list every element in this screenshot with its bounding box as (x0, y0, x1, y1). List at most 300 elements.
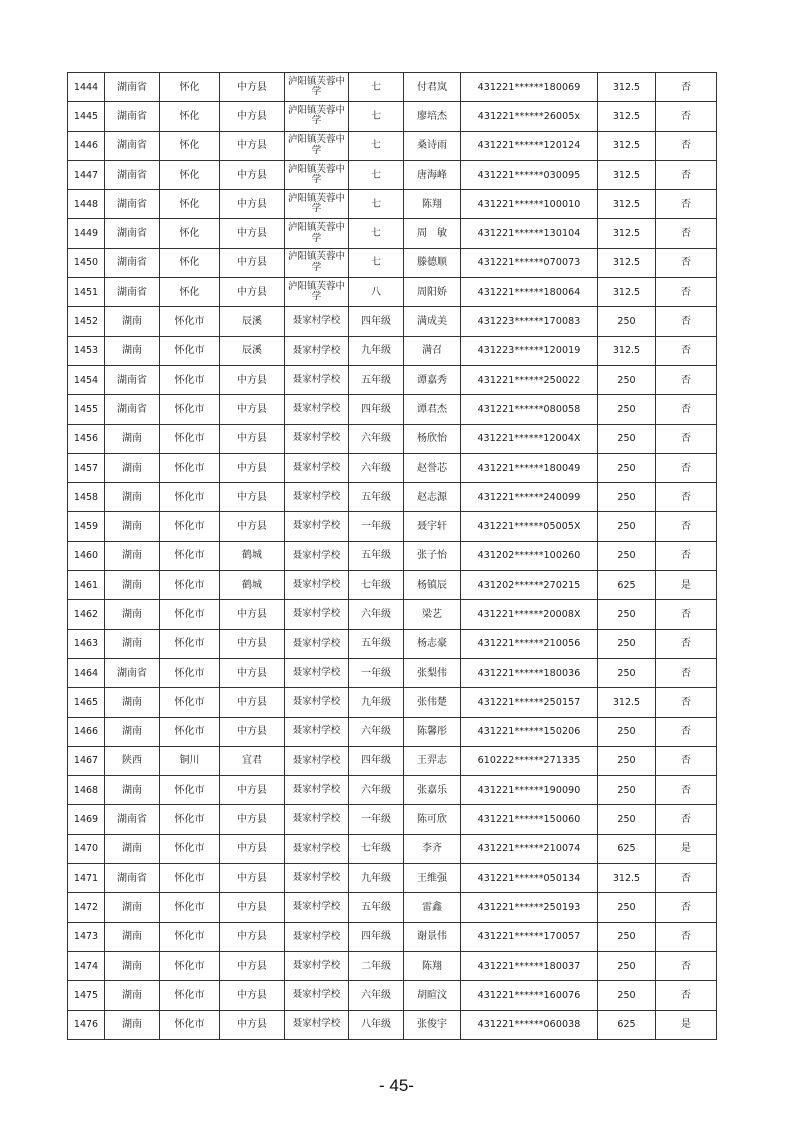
cell-row-index: 1461 (68, 571, 105, 600)
cell-province: 湖南 (105, 424, 160, 453)
cell-id-number: 431221******210056 (461, 629, 598, 658)
cell-grade: 四年级 (349, 395, 404, 424)
cell-flag: 否 (656, 278, 717, 307)
cell-grade: 二年级 (349, 951, 404, 980)
cell-student-name: 廖培杰 (404, 102, 461, 131)
cell-row-index: 1464 (68, 658, 105, 687)
cell-county: 鹤城 (220, 571, 285, 600)
cell-row-index: 1445 (68, 102, 105, 131)
cell-school: 聂家村学校 (285, 864, 349, 893)
cell-province: 湖南 (105, 717, 160, 746)
cell-row-index: 1472 (68, 893, 105, 922)
cell-id-number: 431221******150206 (461, 717, 598, 746)
cell-city: 怀化 (160, 219, 220, 248)
cell-student-name: 周 敏 (404, 219, 461, 248)
cell-amount: 312.5 (598, 864, 656, 893)
cell-province: 湖南 (105, 629, 160, 658)
cell-amount: 250 (598, 981, 656, 1010)
table-row (68, 746, 717, 775)
cell-county: 中方县 (220, 951, 285, 980)
cell-county: 中方县 (220, 248, 285, 277)
cell-flag: 否 (656, 629, 717, 658)
cell-grade: 四年级 (349, 922, 404, 951)
cell-student-name: 付君岚 (404, 73, 461, 102)
cell-student-name: 王羿志 (404, 746, 461, 775)
cell-amount: 312.5 (598, 688, 656, 717)
cell-city: 怀化 (160, 248, 220, 277)
cell-grade: 五年级 (349, 893, 404, 922)
cell-row-index: 1475 (68, 981, 105, 1010)
cell-county: 中方县 (220, 776, 285, 805)
cell-city: 怀化市 (160, 658, 220, 687)
cell-school: 聂家村学校 (285, 483, 349, 512)
cell-grade: 九年级 (349, 336, 404, 365)
cell-grade: 六年级 (349, 453, 404, 482)
cell-id-number: 431221******05005X (461, 512, 598, 541)
cell-school: 聂家村学校 (285, 717, 349, 746)
cell-school: 泸阳镇芙蓉中学 (285, 219, 349, 248)
cell-province: 湖南 (105, 600, 160, 629)
cell-county: 中方县 (220, 600, 285, 629)
cell-school: 聂家村学校 (285, 512, 349, 541)
cell-city: 怀化 (160, 102, 220, 131)
table-row (68, 102, 717, 131)
cell-school: 聂家村学校 (285, 541, 349, 570)
cell-row-index: 1466 (68, 717, 105, 746)
cell-province: 湖南 (105, 541, 160, 570)
cell-row-index: 1450 (68, 248, 105, 277)
cell-grade: 五年级 (349, 483, 404, 512)
cell-student-name: 唐海峰 (404, 160, 461, 189)
cell-row-index: 1454 (68, 365, 105, 394)
cell-row-index: 1458 (68, 483, 105, 512)
cell-row-index: 1447 (68, 160, 105, 189)
cell-county: 中方县 (220, 717, 285, 746)
table-row (68, 365, 717, 394)
cell-school: 聂家村学校 (285, 424, 349, 453)
cell-row-index: 1474 (68, 951, 105, 980)
cell-grade: 六年级 (349, 981, 404, 1010)
cell-id-number: 431221******180037 (461, 951, 598, 980)
cell-flag: 否 (656, 805, 717, 834)
table-row (68, 629, 717, 658)
cell-grade: 七 (349, 219, 404, 248)
cell-city: 怀化市 (160, 571, 220, 600)
cell-city: 怀化市 (160, 981, 220, 1010)
cell-row-index: 1476 (68, 1010, 105, 1039)
cell-id-number: 431221******180049 (461, 453, 598, 482)
cell-school: 聂家村学校 (285, 688, 349, 717)
cell-school: 聂家村学校 (285, 600, 349, 629)
cell-row-index: 1468 (68, 776, 105, 805)
cell-student-name: 赵誉芯 (404, 453, 461, 482)
table-row (68, 893, 717, 922)
cell-province: 湖南省 (105, 160, 160, 189)
cell-grade: 一年级 (349, 805, 404, 834)
cell-row-index: 1449 (68, 219, 105, 248)
cell-flag: 否 (656, 658, 717, 687)
cell-school: 聂家村学校 (285, 834, 349, 863)
table-row (68, 600, 717, 629)
cell-row-index: 1452 (68, 307, 105, 336)
cell-city: 怀化市 (160, 864, 220, 893)
table-row (68, 248, 717, 277)
cell-county: 宜君 (220, 746, 285, 775)
cell-county: 中方县 (220, 190, 285, 219)
cell-grade: 七 (349, 190, 404, 219)
cell-grade: 一年级 (349, 512, 404, 541)
cell-student-name: 满成美 (404, 307, 461, 336)
cell-grade: 五年级 (349, 541, 404, 570)
cell-row-index: 1467 (68, 746, 105, 775)
cell-flag: 否 (656, 951, 717, 980)
cell-school: 泸阳镇芙蓉中学 (285, 248, 349, 277)
cell-school: 聂家村学校 (285, 365, 349, 394)
cell-id-number: 431221******20008X (461, 600, 598, 629)
cell-amount: 250 (598, 600, 656, 629)
cell-province: 湖南省 (105, 864, 160, 893)
cell-amount: 250 (598, 541, 656, 570)
cell-province: 湖南 (105, 483, 160, 512)
cell-grade: 八年级 (349, 1010, 404, 1039)
cell-city: 怀化市 (160, 717, 220, 746)
cell-city: 怀化 (160, 190, 220, 219)
cell-row-index: 1444 (68, 73, 105, 102)
cell-row-index: 1453 (68, 336, 105, 365)
cell-flag: 否 (656, 73, 717, 102)
table-row (68, 483, 717, 512)
cell-grade: 七 (349, 73, 404, 102)
cell-flag: 否 (656, 483, 717, 512)
cell-grade: 六年级 (349, 717, 404, 746)
cell-province: 湖南省 (105, 131, 160, 160)
cell-student-name: 雷鑫 (404, 893, 461, 922)
cell-grade: 六年级 (349, 600, 404, 629)
cell-id-number: 431202******270215 (461, 571, 598, 600)
cell-id-number: 431221******190090 (461, 776, 598, 805)
cell-county: 中方县 (220, 864, 285, 893)
cell-grade: 七 (349, 160, 404, 189)
table-row (68, 717, 717, 746)
cell-amount: 625 (598, 571, 656, 600)
cell-grade: 七 (349, 131, 404, 160)
cell-row-index: 1460 (68, 541, 105, 570)
cell-province: 湖南 (105, 512, 160, 541)
cell-student-name: 李齐 (404, 834, 461, 863)
cell-student-name: 胡暄汶 (404, 981, 461, 1010)
cell-county: 中方县 (220, 1010, 285, 1039)
cell-amount: 250 (598, 658, 656, 687)
cell-school: 泸阳镇芙蓉中学 (285, 73, 349, 102)
cell-flag: 否 (656, 102, 717, 131)
cell-flag: 否 (656, 219, 717, 248)
cell-school: 聂家村学校 (285, 453, 349, 482)
cell-grade: 七 (349, 102, 404, 131)
cell-amount: 250 (598, 483, 656, 512)
table-row (68, 951, 717, 980)
cell-student-name: 杨镇辰 (404, 571, 461, 600)
cell-student-name: 谢景伟 (404, 922, 461, 951)
cell-province: 陕西 (105, 746, 160, 775)
cell-id-number: 431221******12004X (461, 424, 598, 453)
cell-city: 铜川 (160, 746, 220, 775)
cell-row-index: 1465 (68, 688, 105, 717)
cell-grade: 四年级 (349, 307, 404, 336)
cell-county: 中方县 (220, 483, 285, 512)
cell-county: 中方县 (220, 219, 285, 248)
cell-row-index: 1473 (68, 922, 105, 951)
cell-school: 聂家村学校 (285, 981, 349, 1010)
cell-province: 湖南 (105, 1010, 160, 1039)
cell-student-name: 陈翔 (404, 951, 461, 980)
cell-row-index: 1451 (68, 278, 105, 307)
cell-id-number: 431221******26005x (461, 102, 598, 131)
cell-row-index: 1470 (68, 834, 105, 863)
cell-county: 辰溪 (220, 307, 285, 336)
cell-city: 怀化市 (160, 512, 220, 541)
cell-student-name: 滕德顺 (404, 248, 461, 277)
cell-county: 中方县 (220, 131, 285, 160)
cell-school: 聂家村学校 (285, 1010, 349, 1039)
cell-student-name: 张嘉乐 (404, 776, 461, 805)
cell-amount: 250 (598, 746, 656, 775)
cell-county: 中方县 (220, 893, 285, 922)
cell-id-number: 431202******100260 (461, 541, 598, 570)
cell-amount: 250 (598, 395, 656, 424)
cell-school: 泸阳镇芙蓉中学 (285, 131, 349, 160)
cell-flag: 否 (656, 131, 717, 160)
cell-grade: 九年级 (349, 864, 404, 893)
cell-school: 聂家村学校 (285, 951, 349, 980)
cell-id-number: 431221******180069 (461, 73, 598, 102)
cell-flag: 否 (656, 453, 717, 482)
cell-id-number: 431221******060038 (461, 1010, 598, 1039)
cell-county: 中方县 (220, 629, 285, 658)
cell-amount: 250 (598, 365, 656, 394)
cell-grade: 五年级 (349, 629, 404, 658)
cell-amount: 250 (598, 512, 656, 541)
cell-amount: 625 (598, 1010, 656, 1039)
table-row (68, 688, 717, 717)
table-row (68, 571, 717, 600)
cell-grade: 八 (349, 278, 404, 307)
table-row (68, 658, 717, 687)
cell-flag: 否 (656, 395, 717, 424)
table-row (68, 307, 717, 336)
cell-amount: 312.5 (598, 219, 656, 248)
cell-id-number: 431221******160076 (461, 981, 598, 1010)
student-table (67, 72, 717, 1040)
cell-id-number: 431221******250022 (461, 365, 598, 394)
table-row (68, 981, 717, 1010)
cell-amount: 250 (598, 922, 656, 951)
table-row (68, 834, 717, 863)
cell-row-index: 1463 (68, 629, 105, 658)
cell-school: 聂家村学校 (285, 336, 349, 365)
cell-student-name: 聂宇轩 (404, 512, 461, 541)
cell-city: 怀化市 (160, 336, 220, 365)
cell-student-name: 谭嘉秀 (404, 365, 461, 394)
cell-student-name: 梁艺 (404, 600, 461, 629)
table-row (68, 424, 717, 453)
cell-city: 怀化市 (160, 805, 220, 834)
cell-id-number: 431221******240099 (461, 483, 598, 512)
cell-student-name: 张子怡 (404, 541, 461, 570)
cell-flag: 是 (656, 834, 717, 863)
table-row (68, 336, 717, 365)
cell-flag: 否 (656, 717, 717, 746)
cell-student-name: 陈翔 (404, 190, 461, 219)
cell-id-number: 431221******250193 (461, 893, 598, 922)
cell-row-index: 1455 (68, 395, 105, 424)
cell-amount: 312.5 (598, 278, 656, 307)
cell-id-number: 431221******130104 (461, 219, 598, 248)
cell-id-number: 431221******170057 (461, 922, 598, 951)
cell-city: 怀化市 (160, 453, 220, 482)
cell-amount: 312.5 (598, 102, 656, 131)
cell-city: 怀化市 (160, 951, 220, 980)
cell-school: 泸阳镇芙蓉中学 (285, 190, 349, 219)
cell-amount: 312.5 (598, 190, 656, 219)
cell-id-number: 431221******250157 (461, 688, 598, 717)
cell-id-number: 431221******100010 (461, 190, 598, 219)
cell-amount: 312.5 (598, 160, 656, 189)
cell-flag: 否 (656, 893, 717, 922)
cell-school: 聂家村学校 (285, 629, 349, 658)
cell-county: 鹤城 (220, 541, 285, 570)
cell-province: 湖南 (105, 981, 160, 1010)
table-body (68, 73, 717, 1040)
cell-school: 聂家村学校 (285, 776, 349, 805)
cell-flag: 否 (656, 160, 717, 189)
cell-row-index: 1456 (68, 424, 105, 453)
cell-province: 湖南 (105, 922, 160, 951)
cell-province: 湖南省 (105, 219, 160, 248)
cell-flag: 否 (656, 512, 717, 541)
cell-city: 怀化市 (160, 541, 220, 570)
cell-grade: 四年级 (349, 746, 404, 775)
cell-student-name: 赵志源 (404, 483, 461, 512)
cell-flag: 否 (656, 600, 717, 629)
cell-row-index: 1457 (68, 453, 105, 482)
cell-city: 怀化市 (160, 629, 220, 658)
cell-flag: 是 (656, 571, 717, 600)
cell-province: 湖南 (105, 571, 160, 600)
cell-county: 中方县 (220, 658, 285, 687)
cell-id-number: 431221******030095 (461, 160, 598, 189)
cell-amount: 250 (598, 717, 656, 746)
cell-id-number: 431221******180036 (461, 658, 598, 687)
cell-city: 怀化市 (160, 922, 220, 951)
cell-id-number: 431221******120124 (461, 131, 598, 160)
cell-school: 聂家村学校 (285, 395, 349, 424)
cell-student-name: 王维强 (404, 864, 461, 893)
cell-grade: 七年级 (349, 571, 404, 600)
cell-province: 湖南 (105, 307, 160, 336)
cell-id-number: 610222******271335 (461, 746, 598, 775)
cell-province: 湖南 (105, 776, 160, 805)
cell-flag: 否 (656, 190, 717, 219)
cell-city: 怀化 (160, 73, 220, 102)
cell-flag: 否 (656, 365, 717, 394)
page-number: - 45- (379, 1076, 414, 1095)
cell-school: 聂家村学校 (285, 571, 349, 600)
cell-amount: 312.5 (598, 73, 656, 102)
cell-city: 怀化市 (160, 307, 220, 336)
cell-grade: 一年级 (349, 658, 404, 687)
cell-school: 聂家村学校 (285, 805, 349, 834)
cell-row-index: 1469 (68, 805, 105, 834)
cell-city: 怀化市 (160, 776, 220, 805)
cell-grade: 七年级 (349, 834, 404, 863)
cell-school: 聂家村学校 (285, 922, 349, 951)
cell-flag: 否 (656, 981, 717, 1010)
cell-amount: 312.5 (598, 131, 656, 160)
cell-county: 中方县 (220, 981, 285, 1010)
cell-city: 怀化市 (160, 600, 220, 629)
cell-amount: 312.5 (598, 336, 656, 365)
table-row (68, 1010, 717, 1039)
cell-province: 湖南省 (105, 102, 160, 131)
cell-county: 中方县 (220, 365, 285, 394)
table-row (68, 278, 717, 307)
table-row (68, 776, 717, 805)
table-row (68, 131, 717, 160)
table-row (68, 190, 717, 219)
cell-student-name: 陈馨彤 (404, 717, 461, 746)
cell-school: 聂家村学校 (285, 893, 349, 922)
table-row (68, 219, 717, 248)
cell-row-index: 1459 (68, 512, 105, 541)
cell-city: 怀化 (160, 278, 220, 307)
cell-city: 怀化 (160, 131, 220, 160)
cell-grade: 六年级 (349, 776, 404, 805)
table-row (68, 160, 717, 189)
cell-county: 中方县 (220, 512, 285, 541)
cell-id-number: 431221******070073 (461, 248, 598, 277)
cell-student-name: 杨志豪 (404, 629, 461, 658)
cell-city: 怀化市 (160, 893, 220, 922)
cell-county: 中方县 (220, 102, 285, 131)
cell-grade: 五年级 (349, 365, 404, 394)
cell-city: 怀化市 (160, 1010, 220, 1039)
cell-amount: 250 (598, 307, 656, 336)
cell-province: 湖南 (105, 336, 160, 365)
cell-row-index: 1471 (68, 864, 105, 893)
cell-student-name: 谭君杰 (404, 395, 461, 424)
table-row (68, 512, 717, 541)
cell-province: 湖南省 (105, 658, 160, 687)
cell-city: 怀化市 (160, 688, 220, 717)
cell-flag: 否 (656, 248, 717, 277)
cell-flag: 否 (656, 541, 717, 570)
cell-school: 泸阳镇芙蓉中学 (285, 278, 349, 307)
cell-county: 中方县 (220, 278, 285, 307)
cell-county: 中方县 (220, 395, 285, 424)
cell-province: 湖南 (105, 893, 160, 922)
cell-student-name: 张俊宇 (404, 1010, 461, 1039)
cell-flag: 否 (656, 746, 717, 775)
table-row (68, 453, 717, 482)
cell-school: 聂家村学校 (285, 307, 349, 336)
cell-province: 湖南 (105, 834, 160, 863)
cell-amount: 250 (598, 951, 656, 980)
cell-id-number: 431221******210074 (461, 834, 598, 863)
cell-school: 泸阳镇芙蓉中学 (285, 160, 349, 189)
cell-amount: 250 (598, 805, 656, 834)
cell-city: 怀化市 (160, 483, 220, 512)
cell-county: 中方县 (220, 73, 285, 102)
